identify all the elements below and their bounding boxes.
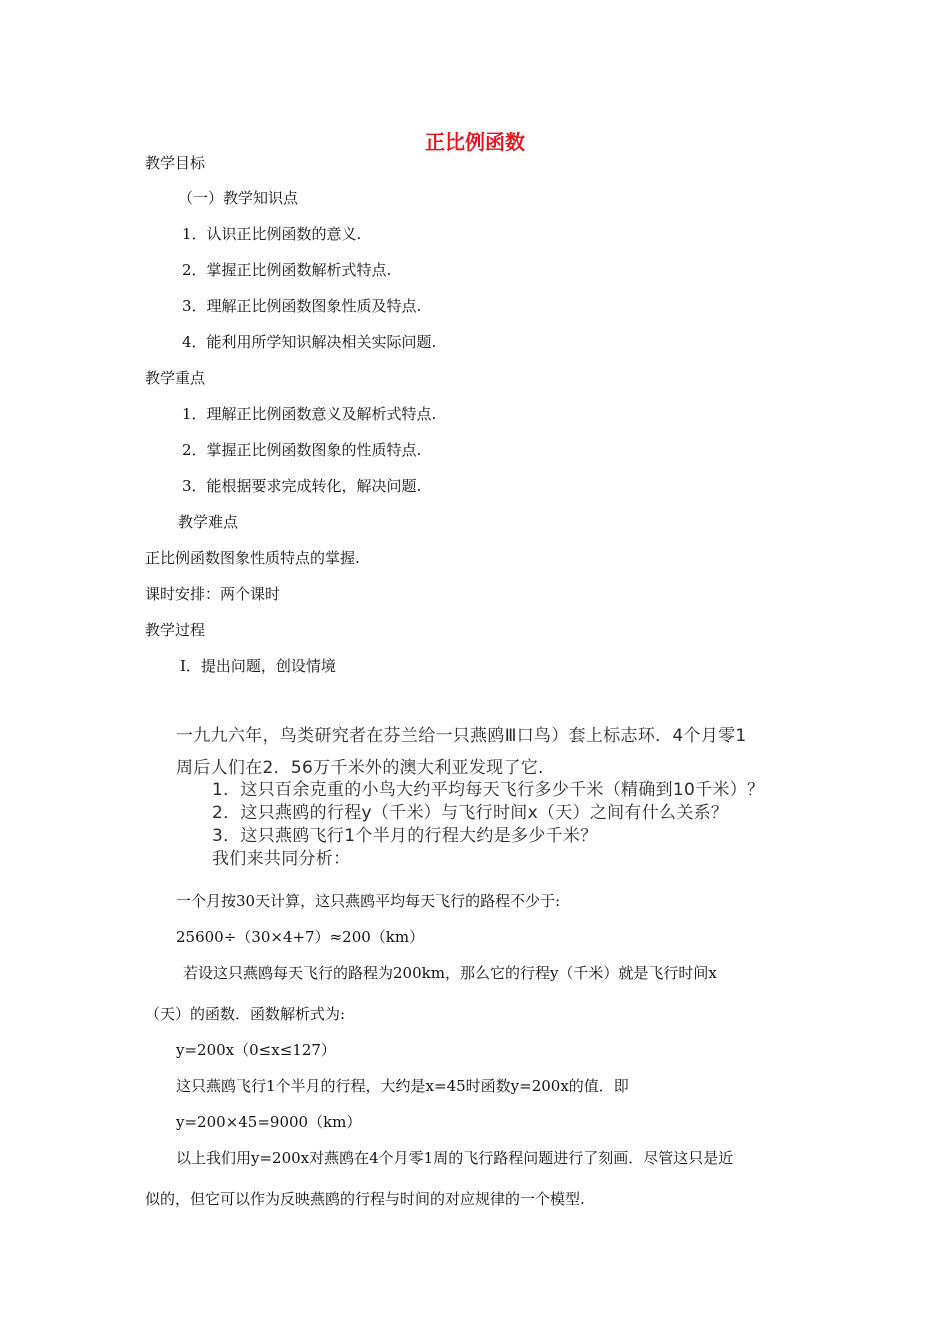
objectives-heading: 教学目标 [145,154,206,172]
scanned-text-line: 我们来共同分析： [212,849,351,869]
process-step-1: Ⅰ．提出问题，创设情境 [180,657,336,675]
key-point-item: 2．掌握正比例函数图象的性质特点. [182,441,422,459]
analysis-line: 这只燕鸥飞行1个半月的行程，大约是x=45时函数y=200x的值．即 [176,1077,629,1095]
key-point-item: 1．理解正比例函数意义及解析式特点. [182,405,437,423]
analysis-line: 一个月按30天计算，这只燕鸥平均每天飞行的路程不少于: [176,892,561,910]
scanned-text-line: 一九九六年，鸟类研究者在芬兰给一只燕鸥Ⅲ口鸟）套上标志环．4个月零1 [176,726,747,746]
page-title: 正比例函数 [425,130,525,154]
scanned-question: 2．这只燕鸥的行程y（千米）与飞行时间x（天）之间有什么关系？ [212,803,729,823]
analysis-line: 以上我们用y=200x对燕鸥在4个月零1周的飞行路程问题进行了刻画．尽管这只是近 [176,1149,734,1167]
key-points-heading: 教学重点 [145,369,206,387]
scanned-question: 1．这只百余克重的小鸟大约平均每天飞行多少千米（精确到10千米）？ [212,780,765,800]
objective-item: 3．理解正比例函数图象性质及特点. [182,297,422,315]
process-heading: 教学过程 [145,621,206,639]
key-point-item: 3．能根据要求完成转化，解决问题. [182,477,422,495]
scanned-question: 3．这只燕鸥飞行1个半月的行程大约是多少千米？ [212,826,598,846]
difficulty-text: 正比例函数图象性质特点的掌握. [145,549,360,567]
analysis-formula: y=200×45=9000（km） [176,1113,362,1131]
schedule-text: 课时安排：两个课时 [145,585,281,603]
analysis-formula: y=200x（0≤x≤127） [176,1041,336,1059]
analysis-line: （天）的函数．函数解析式为: [145,1005,346,1023]
knowledge-subheading: （一）教学知识点 [178,189,299,207]
difficulty-heading: 教学难点 [178,513,239,531]
analysis-formula: 25600÷（30×4+7）≈200（km） [176,928,425,946]
analysis-line: 似的，但它可以作为反映燕鸥的行程与时间的对应规律的一个模型. [145,1190,585,1208]
objective-item: 1．认识正比例函数的意义. [182,225,362,243]
analysis-line: 若设这只燕鸥每天飞行的路程为200km，那么它的行程y（千米）就是飞行时间x [183,964,717,982]
objective-item: 4．能利用所学知识解决相关实际问题. [182,333,437,351]
objective-item: 2．掌握正比例函数解析式特点. [182,261,392,279]
scanned-text-line: 周后人们在2．56万千米外的澳大利亚发现了它. [176,758,544,778]
